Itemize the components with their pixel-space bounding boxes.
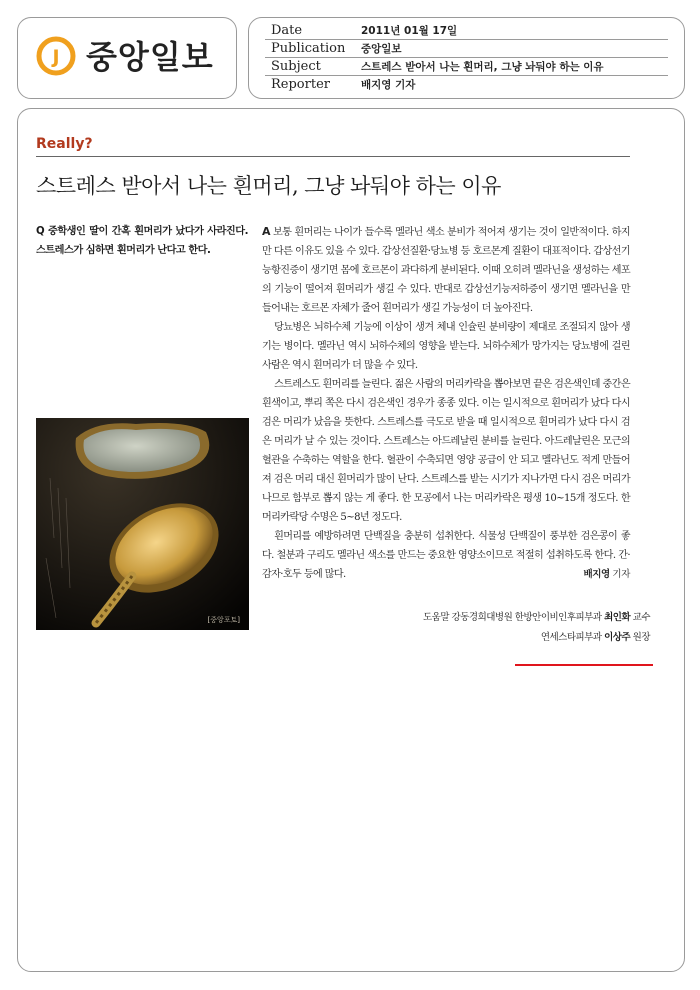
reader-question [36, 222, 248, 260]
meta-label: Date [271, 23, 303, 38]
source-line-2 [423, 628, 650, 648]
expert-sources [423, 608, 650, 648]
meta-label: Subject [271, 59, 321, 74]
source1-name: 최인화 [604, 612, 631, 623]
answer-marker: A [262, 225, 270, 238]
meta-label: Publication [271, 41, 346, 56]
answer-paragraph [262, 318, 630, 375]
meta-row-publication [265, 40, 668, 58]
meta-row-date [265, 22, 668, 40]
source2-name: 이상주 [604, 632, 631, 643]
answer-paragraph [262, 375, 630, 527]
paragraph-text: 보통 흰머리는 나이가 들수록 멜라닌 색소 분비가 적어져 생기는 것이 일반적이다. 하지만 다른 이유도 있을 수 있다. 갑상선질환·당뇨병 등 호르몬계 질환이 대표적이다. 갑상선기능항진증이 생기면 몸에 호르몬이 과다하게 분비된다. 이때 오히려 멜라닌을 생성하는 세포의 기능이 떨어져 흰머리가 생길 수 있다. 반대로 갑상선기능저하증이 생기면 멜라닌을 만들어내는 호르몬 자체가 줄어 흰머리가 생길 가능성이 더 높아진다. [262, 227, 630, 314]
answer-paragraph [262, 222, 630, 318]
byline-name: 배지영 [583, 569, 610, 580]
source1-suffix: 교수 [630, 612, 650, 623]
article-metadata-panel [248, 17, 685, 99]
joongang-logo-icon [36, 36, 76, 76]
logo-mark-letter: J [52, 46, 60, 68]
article-photo [36, 418, 249, 630]
paragraph-text: 당뇨병은 뇌하수체 기능에 이상이 생겨 체내 인슐린 분비량이 제대로 조절되지 않아 생기는 병이다. 멜라닌 역시 뇌하수체의 영향을 받는다. 뇌하수체가 망가지는 당뇨병에 걸린 사람은 역시 흰머리가 더 많을 수 있다. [262, 322, 630, 371]
source2-suffix: 원장 [630, 632, 650, 643]
source1-prefix: 도움말 강동경희대병원 한방안이비인후피부과 [422, 612, 605, 623]
source-line-1 [423, 608, 650, 628]
highlight-underline [515, 664, 653, 666]
meta-value: 2011년 01월 17일 [361, 25, 458, 37]
logo-wordmark: 중앙일보 [86, 38, 214, 76]
meta-row-subject [265, 58, 668, 76]
hairbrush-mirror-image [36, 418, 249, 630]
section-kicker: Really? [36, 136, 93, 152]
paragraph-text: 흰머리를 예방하려면 단백질을 충분히 섭취한다. 식물성 단백질이 풍부한 검은콩이 좋다. 철분과 구리도 멜라닌 색소를 만드는 중요한 영양소이므로 적절히 섭취하도록 한다. 간·감자·호두 등에 많다. [262, 531, 630, 580]
meta-value: 중앙일보 [361, 43, 402, 55]
meta-label: Reporter [271, 77, 330, 92]
article-headline: 스트레스 받아서 나는 흰머리, 그냥 놔둬야 하는 이유 [36, 174, 501, 198]
meta-value: 스트레스 받아서 나는 흰머리, 그냥 놔둬야 하는 이유 [361, 61, 604, 73]
question-marker: Q [36, 226, 45, 237]
byline [571, 565, 630, 584]
source2-prefix: 연세스타피부과 [540, 632, 605, 643]
meta-row-reporter [265, 76, 668, 93]
answer-paragraph [262, 527, 630, 584]
kicker-divider [36, 156, 630, 157]
question-text: 중학생인 딸이 간혹 흰머리가 났다가 사라진다. 스트레스가 심하면 흰머리가 난다고 한다. [36, 226, 248, 256]
article-answer [262, 222, 630, 584]
paragraph-text: 스트레스도 흰머리를 늘린다. 젊은 사람의 머리카락을 뽑아보면 끝은 검은색인데 중간은 흰색이고, 뿌리 쪽은 다시 검은색인 경우가 종종 있다. 이는 일시적으로 흰머리가 났다 다시 검은 머리가 났음을 뜻한다. 스트레스를 극도로 받을 때 일시적으로 흰머리가 났다 다시 검은 머리가 날 수 있는 것이다. 스트레스는 아드레날린 분비를 늘린다. 아드레날린은 모근의 혈관을 수축하는 역할을 한다. 혈관이 수축되면 영양 공급이 안 되고 멜라닌도 적게 만들어져 검은 머리 대신 흰머리가 많이 난다. 스트레스를 받는 시기가 지나가면 다시 검은 머리가 나므로 함부로 뽑지 않는 게 좋다. 한 모공에서 나는 머리카락은 평생 10~15개 정도다. 한 머리카락당 수명은 5~8년 정도다. [262, 379, 630, 523]
publication-logo-panel [17, 17, 237, 99]
byline-suffix: 기자 [609, 569, 630, 580]
meta-value: 배지영 기자 [361, 79, 416, 91]
photo-caption: [중앙포토] [207, 616, 240, 624]
